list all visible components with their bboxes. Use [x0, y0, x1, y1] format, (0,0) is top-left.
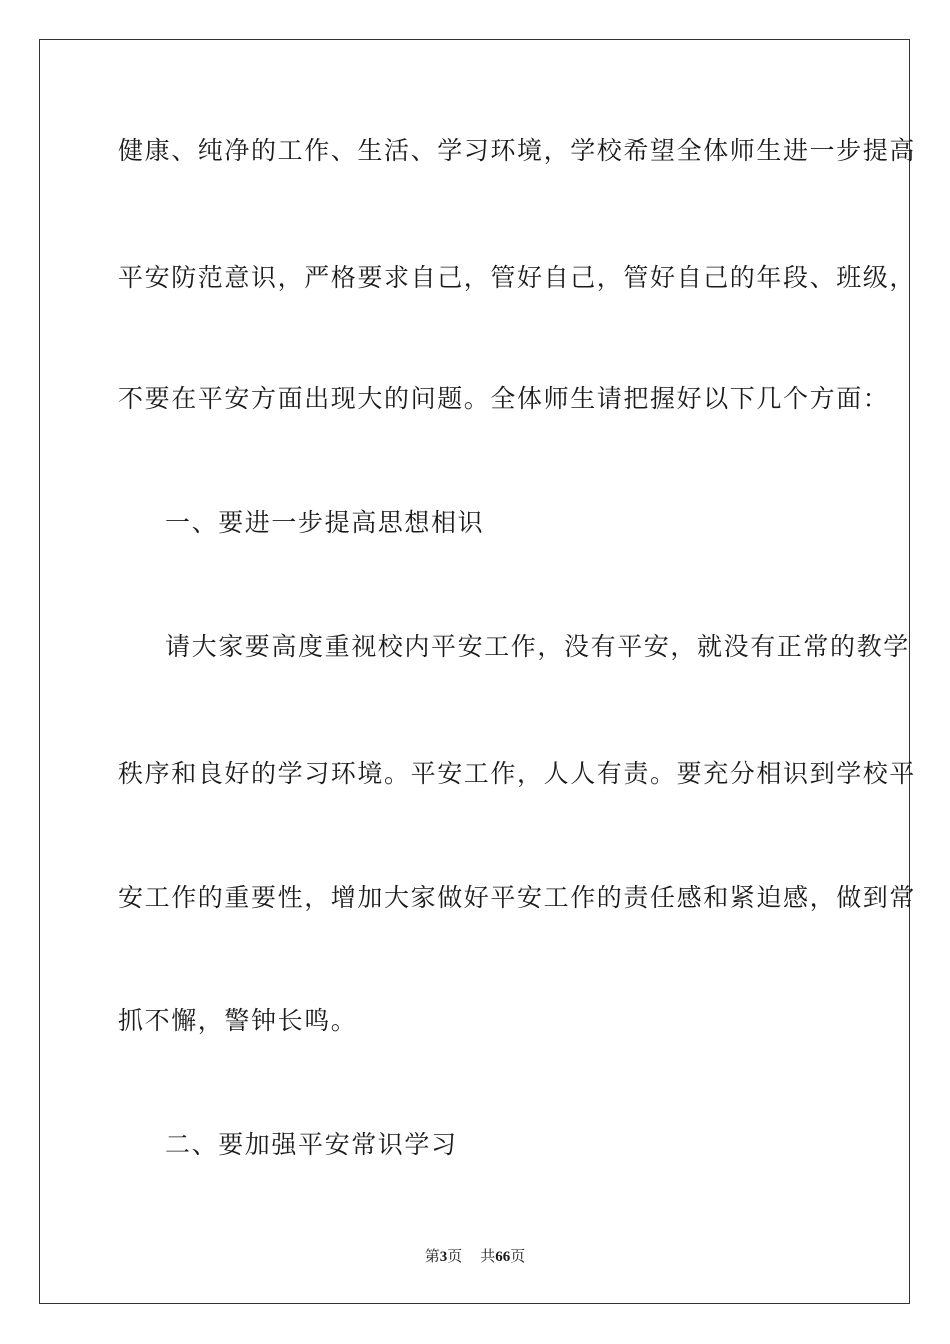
body-line-5: 秩序和良好的学习环境。平安工作，人人有责。要充分相识到学校平: [118, 759, 917, 788]
page-border: [39, 39, 917, 1304]
body-line-7: 抓不懈，警钟长鸣。: [118, 1006, 358, 1035]
footer-total-prefix: 共: [480, 1247, 496, 1265]
footer-total-pages: 66: [495, 1249, 511, 1265]
body-line-3: 不要在平安方面出现大的问题。全体师生请把握好以下几个方面：: [118, 384, 890, 413]
footer-page-prefix: 第: [424, 1247, 440, 1265]
footer-total-suffix: 页: [510, 1247, 526, 1265]
footer-page-number: 3: [439, 1249, 448, 1265]
section-heading-2: 二、要加强平安常识学习: [165, 1130, 458, 1159]
body-line-2: 平安防范意识，严格要求自己，管好自己，管好自己的年段、班级，: [118, 263, 917, 292]
section-heading-1: 一、要进一步提高思想相识: [165, 508, 485, 537]
body-line-4: 请大家要高度重视校内平安工作，没有平安，就没有正常的教学: [165, 632, 910, 661]
body-line-1: 健康、纯净的工作、生活、学习环境，学校希望全体师生进一步提高: [118, 136, 917, 165]
page-footer: [0, 1246, 950, 1267]
footer-page-suffix: 页: [447, 1247, 463, 1265]
body-line-6: 安工作的重要性，增加大家做好平安工作的责任感和紧迫感，做到常: [118, 883, 917, 912]
